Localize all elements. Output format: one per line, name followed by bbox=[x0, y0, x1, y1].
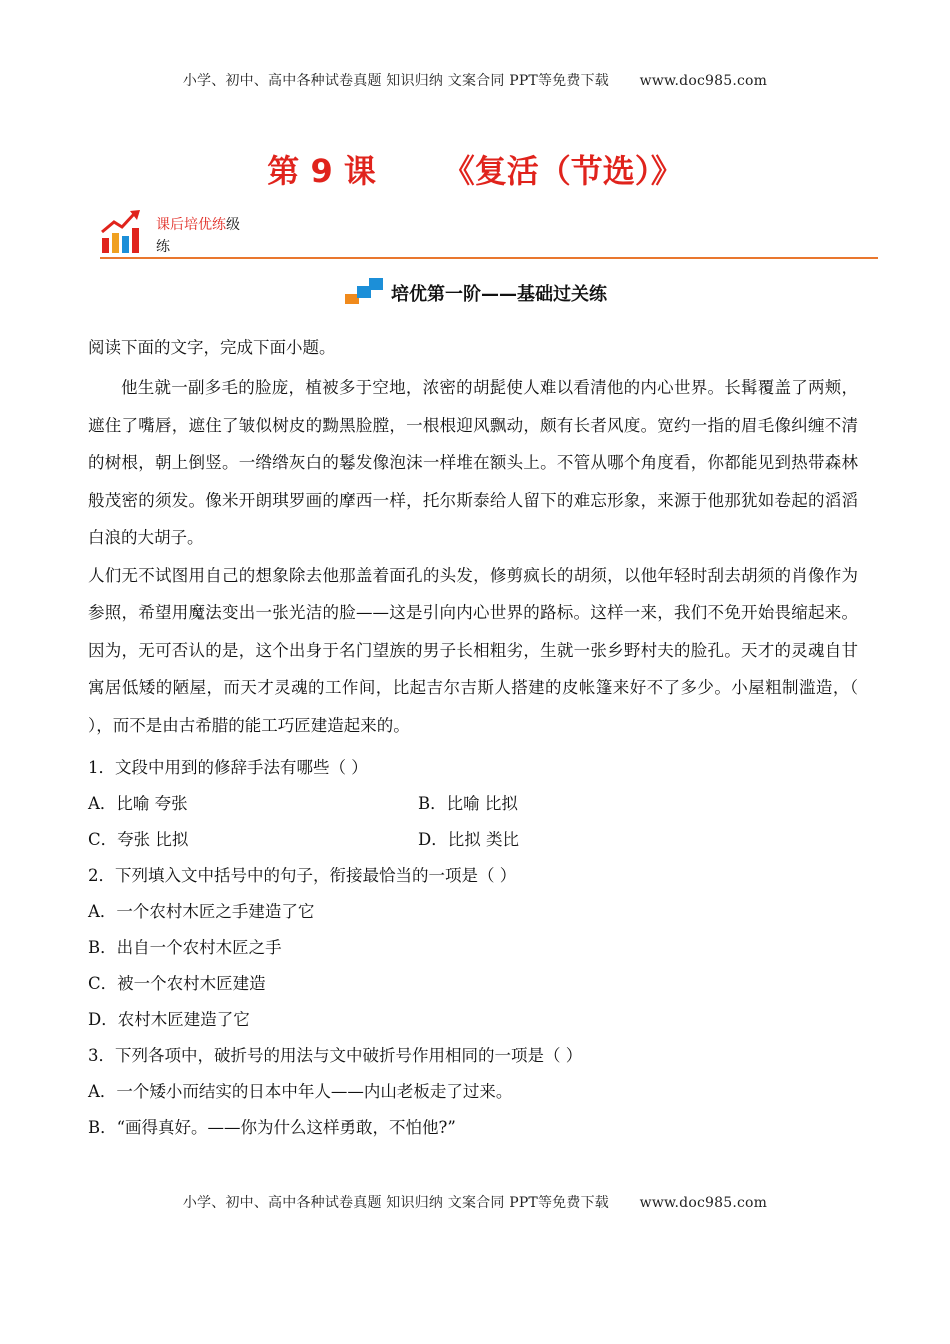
option[interactable]: B．比喻 比拟 bbox=[418, 794, 518, 813]
orange-divider bbox=[100, 257, 878, 259]
section-heading bbox=[0, 276, 950, 306]
badge-line2: 练 bbox=[156, 239, 170, 255]
option[interactable]: D．比拟 类比 bbox=[418, 830, 519, 849]
header-text: 小学、初中、高中各种试卷真题 知识归纳 文案合同 PPT等免费下载 bbox=[182, 73, 609, 89]
question-stem: 3．下列各项中，破折号的用法与文中破折号作用相同的一项是（ ） bbox=[88, 1046, 583, 1065]
footer-url[interactable]: www.doc985.com bbox=[639, 1195, 768, 1211]
badge-label bbox=[156, 214, 266, 258]
option[interactable]: B．出自一个农村木匠之手 bbox=[88, 938, 282, 957]
reading-instruction: 阅读下面的文字，完成下面小题。 bbox=[88, 338, 336, 357]
section-title: 培优第一阶——基础过关练 bbox=[391, 284, 607, 305]
header-url[interactable]: www.doc985.com bbox=[639, 73, 768, 89]
option[interactable]: D．农村木匠建造了它 bbox=[88, 1010, 250, 1029]
option[interactable]: C．被一个农村木匠建造 bbox=[88, 974, 266, 993]
lesson-title: 第 9 课 《复活（节选）》 bbox=[267, 152, 683, 190]
badge-red-text: 课后培优练 bbox=[156, 217, 226, 233]
option-row bbox=[88, 828, 858, 852]
passage-paragraph: 人们无不试图用自己的想象除去他那盖着面孔的头发，修剪疯长的胡须，以他年轻时刮去胡须的肖像作为参照，希望用魔法变出一张光洁的脸——这是引向内心世界的路标。这样一来，我们不免开始畏缩起来。因为，无可否认的是，这个出身于名门望族的男子长相粗劣，生就一张乡野村夫的脸孔。天才的灵魂自甘寓居低矮的陋屋，而天才灵魂的工作间，比起吉尔吉斯人搭建的皮帐篷来好不了多少。小屋粗制滥造，（ ），而不是由古希腊的能工巧匠建造起来的。 bbox=[88, 565, 858, 735]
question-stem: 2．下列填入文中括号中的句子，衔接最恰当的一项是（ ） bbox=[88, 866, 517, 885]
stair-steps-icon bbox=[343, 276, 387, 306]
page-footer bbox=[0, 1192, 950, 1212]
footer-text: 小学、初中、高中各种试卷真题 知识归纳 文案合同 PPT等免费下载 bbox=[182, 1195, 609, 1211]
passage-paragraph: 他生就一副多毛的脸庞，植被多于空地，浓密的胡髭使人难以看清他的内心世界。长髯覆盖了两颊，遮住了嘴唇，遮住了皱似树皮的黝黑脸膛，一根根迎风飘动，颇有长者风度。宽约一指的眉毛像纠缠不清的树根，朝上倒竖。一绺绺灰白的鬈发像泡沫一样堆在额头上。不管从哪个角度看，你都能见到热带森林般茂密的须发。像米开朗琪罗画的摩西一样，托尔斯泰给人留下的难忘形象，来源于他那犹如卷起的滔滔白浪的大胡子。 bbox=[88, 378, 858, 547]
option[interactable]: A．比喻 夸张 bbox=[88, 794, 188, 813]
option[interactable]: B．“画得真好。——你为什么这样勇敢，不怕他?” bbox=[88, 1118, 456, 1137]
rising-chart-icon bbox=[100, 208, 160, 256]
main-content bbox=[88, 336, 858, 1140]
option[interactable]: A．一个矮小而结实的日本中年人——内山老板走了过来。 bbox=[88, 1082, 513, 1101]
option[interactable]: C．夸张 比拟 bbox=[88, 830, 189, 849]
page-header bbox=[0, 70, 950, 90]
badge-black-text: 级 bbox=[226, 217, 240, 233]
option-row bbox=[88, 792, 858, 816]
question-stem: 1．文段中用到的修辞手法有哪些（ ） bbox=[88, 758, 368, 777]
option[interactable]: A．一个农村木匠之手建造了它 bbox=[88, 902, 315, 921]
